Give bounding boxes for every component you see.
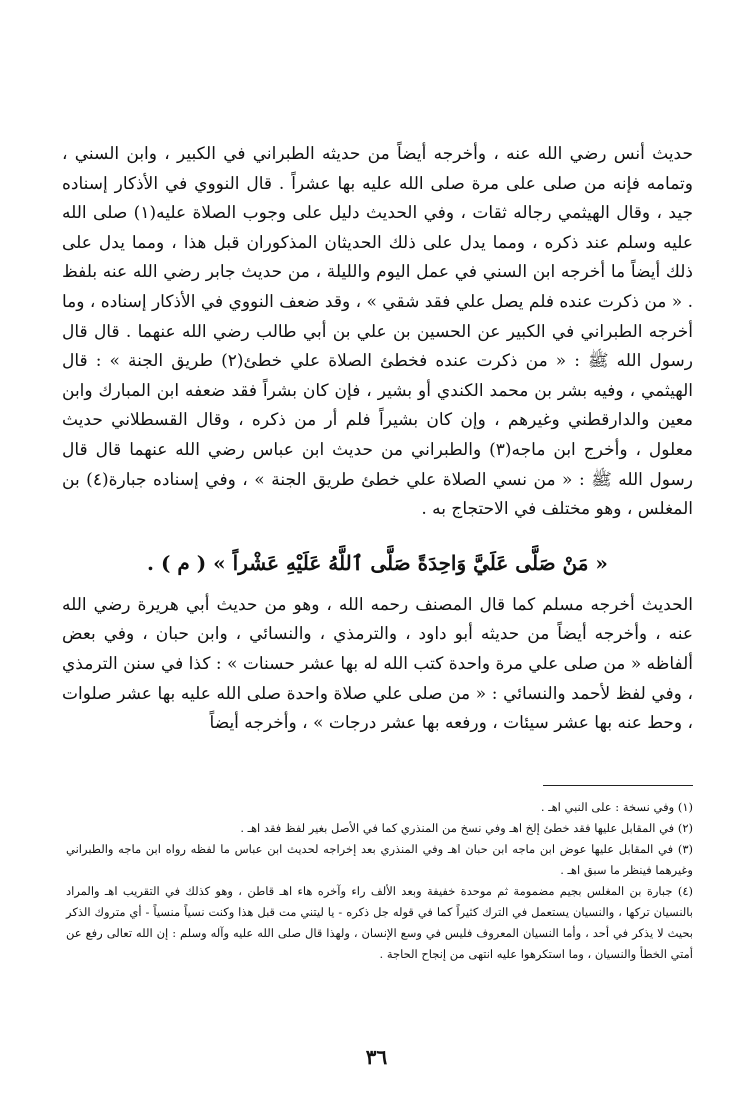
footnote-4: (٤) جبارة بن المغلس بجيم مضمومة ثم موحدة خفيفة وبعد الألف راء وآخره هاء اهـ قاطن ، وهو كذلك في التقريب اهـ والمراد بالنسيان تركها ، والنسيان يستعمل في الترك كثيراً كما في قوله جل ذكره - يا ليتني مت قبل هذا وكنت نسياً منسياً - أي متروك الذكر بحيث لا يذكر في أحد ، وأما النسيان المعروف فليس في وسع الإنسان ، ولهذا قال صلى الله عليه وآله وسلم : إن الله تعالى رفع عن أمتي الخطأ والنسيان ، وما استكرهوا عليه انتهى من إنجاح الحاجة . <box>66 884 693 961</box>
footnote-1: (١) وفي نسخة : على النبي اهـ . <box>540 800 693 814</box>
footnote-3: (٣) في المقابل عليها عوض ابن ماجه ابن حبان اهـ وفي المنذري بعد إخراجه لحديث ابن عباس ما لفظه رواه ابن ماجه والطبراني وغيرهما فينظر ما سبق اهـ . <box>66 842 693 877</box>
footnote-2: (٢) في المقابل عليها فقد خطئ إلخ اهـ وفي نسخ من المنذري كما في الأصل بغير لفظ فقد اهـ . <box>240 821 693 835</box>
hadith-heading: « مَنْ صَلَّى عَلَيَّ وَاحِدَةً صَلَّى ٱللَّهُ عَلَيْهِ عَشْراً » ( م ) . <box>147 550 608 575</box>
page-number: ٣٦ <box>365 1045 388 1069</box>
paragraph-2: الحديث أخرجه مسلم كما قال المصنف رحمه الله ، وهو من حديث أبي هريرة رضي الله عنه ، وأخرجه أيضاً من حديثه أبو داود ، والترمذي ، والنسائي ، وابن حبان ، وفي بعض ألفاظه « من صلى علي مرة واحدة كتب الله له بها عشر حسنات » : كذا في سنن الترمذي ، وفي لفظ لأحمد والنسائي : « من صلى علي صلاة واحدة صلى الله عليه بها عشر صلوات ، وحط عنه بها عشر سيئات ، ورفعه بها عشر درجات » ، وأخرجه أيضاً <box>62 594 693 734</box>
main-text <box>62 140 693 739</box>
footnotes <box>66 797 693 965</box>
paragraph-1: حديث أنس رضي الله عنه ، وأخرجه أيضاً من حديثه الطبراني في الكبير ، وابن السني ، وتمامه فإنه من صلى على مرة صلى الله عليه بها عشراً . قال النووي في الأذكار إسناده جيد ، وقال الهيثمي رجاله ثقات ، وفي الحديث دليل على وجوب الصلاة عليه(١) صلى الله عليه وسلم عند ذكره ، ومما يدل على ذلك الحديثان المذكوران قبل هذا ، ومما يدل على ذلك أيضاً ما أخرجه ابن السني في عمل اليوم والليلة ، من حديث جابر رضي الله عنه بلفظ . « من ذكرت عنده فلم يصل علي فقد شقي » ، وقد ضعف النووي في الأذكار إسناده ، وما أخرجه الطبراني في الكبير عن الحسين بن علي بن أبي طالب رضي الله عنهما . قال قال رسول الله ﷺ : « من ذكرت عنده فخطئ الصلاة علي خطئ(٢) طريق الجنة » : قال الهيثمي ، وفيه بشر بن محمد الكندي أو بشير ، فإن كان بشراً فقد ضعفه ابن المبارك وابن معين والدارقطني وغيرهم ، وإن كان بشيراً فلم أر من ذكره ، وقال القسطلاني حديث معلول ، وأخرج ابن ماجه(٣) والطبراني من حديث ابن عباس رضي الله عنهما قال قال رسول الله ﷺ : « من نسي الصلاة علي خطئ طريق الجنة » ، وفي إسناده جبارة(٤) بن المغلس ، وهو مختلف في الاحتجاج به . <box>62 144 693 520</box>
footnote-divider <box>543 785 693 786</box>
